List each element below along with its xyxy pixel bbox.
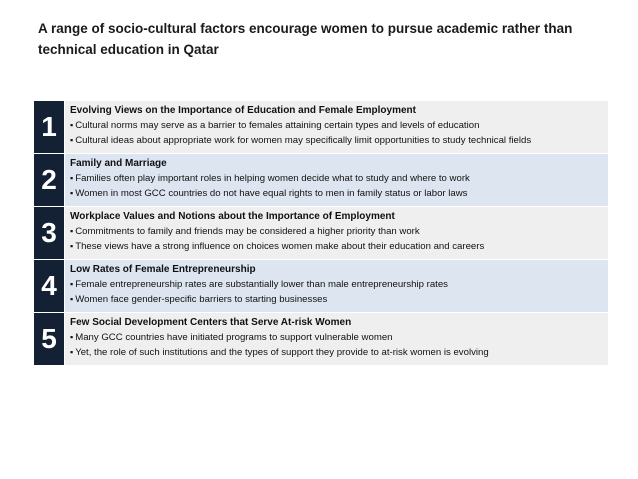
factor-number: 5 bbox=[34, 313, 64, 365]
factor-bullet: ▪ Yet, the role of such institutions and the types of support they provide to at-risk women is evolving bbox=[70, 345, 608, 360]
factor-bullet: ▪ Cultural norms may serve as a barrier to females attaining certain types and levels of education bbox=[70, 118, 608, 133]
factor-content bbox=[65, 154, 608, 206]
factor-list bbox=[34, 101, 608, 366]
factor-number: 4 bbox=[34, 260, 64, 312]
factor-bullets bbox=[70, 330, 608, 360]
factor-heading: Low Rates of Female Entrepreneurship bbox=[70, 264, 256, 275]
factor-bullet: ▪ Women in most GCC countries do not have equal rights to men in family status or labor laws bbox=[70, 186, 608, 201]
factor-bullets bbox=[70, 171, 608, 201]
factor-heading: Workplace Values and Notions about the Importance of Employment bbox=[70, 211, 395, 222]
factor-row-4 bbox=[34, 260, 608, 312]
factor-heading: Evolving Views on the Importance of Education and Female Employment bbox=[70, 105, 416, 116]
factor-heading: Family and Marriage bbox=[70, 158, 167, 169]
factor-bullets bbox=[70, 224, 608, 254]
factor-number: 2 bbox=[34, 154, 64, 206]
factor-bullet: ▪ Commitments to family and friends may be considered a higher priority than work bbox=[70, 224, 608, 239]
factor-bullets bbox=[70, 118, 608, 148]
factor-content bbox=[65, 207, 608, 259]
factor-bullet: ▪ Women face gender-specific barriers to starting businesses bbox=[70, 292, 608, 307]
factor-bullet: ▪ Female entrepreneurship rates are substantially lower than male entrepreneurship rates bbox=[70, 277, 608, 292]
factor-number: 3 bbox=[34, 207, 64, 259]
factor-bullet: ▪ Families often play important roles in helping women decide what to study and where to work bbox=[70, 171, 608, 186]
factor-bullet: ▪ These views have a strong influence on choices women make about their education and careers bbox=[70, 239, 608, 254]
factor-bullet: ▪ Many GCC countries have initiated programs to support vulnerable women bbox=[70, 330, 608, 345]
slide-title: A range of socio-cultural factors encourage women to pursue academic rather than technical education in Qatar bbox=[38, 21, 573, 57]
factor-row-3 bbox=[34, 207, 608, 259]
factor-bullets bbox=[70, 277, 608, 307]
factor-bullet: ▪ Cultural ideas about appropriate work for women may specifically limit opportunities to study technical fields bbox=[70, 133, 608, 148]
factor-heading: Few Social Development Centers that Serve At-risk Women bbox=[70, 317, 352, 328]
factor-content bbox=[65, 101, 608, 153]
factor-number: 1 bbox=[34, 101, 64, 153]
factor-row-5 bbox=[34, 313, 608, 365]
factor-row-1 bbox=[34, 101, 608, 153]
factor-content bbox=[65, 260, 608, 312]
factor-content bbox=[65, 313, 608, 365]
factor-row-2 bbox=[34, 154, 608, 206]
